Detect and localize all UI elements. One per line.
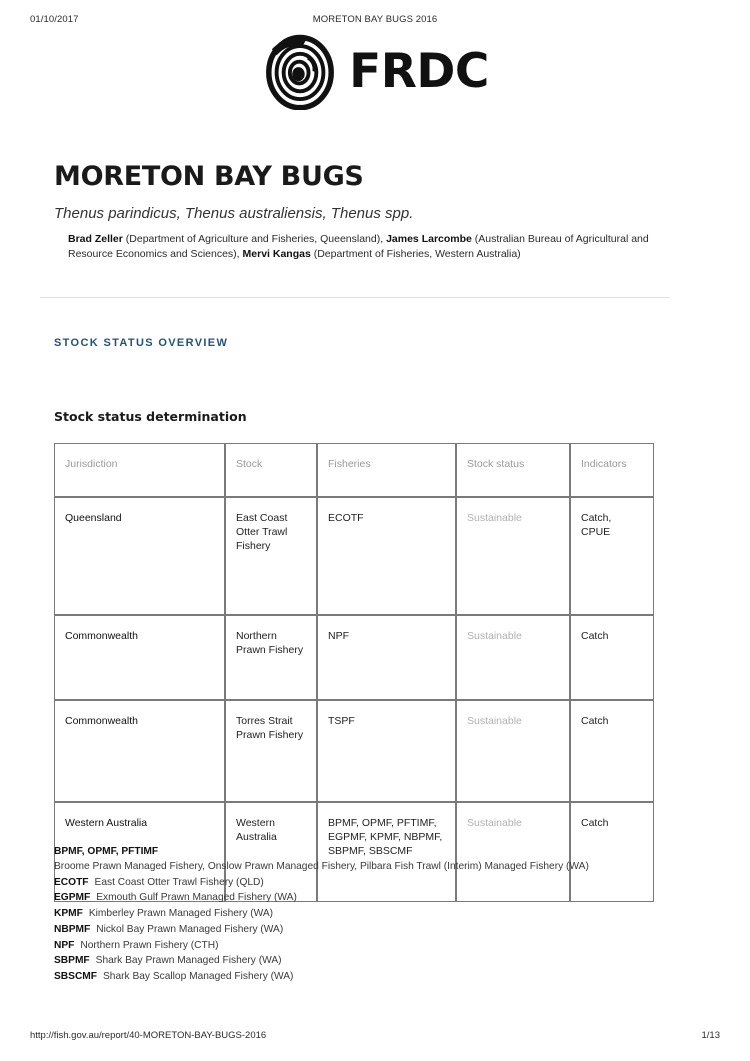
abbreviation-definition: Shark Bay Prawn Managed Fishery (WA): [95, 955, 282, 967]
author-name-1: Brad Zeller: [68, 232, 123, 245]
column-header-jurisdiction: Jurisdiction: [54, 443, 225, 497]
print-footer: [30, 1030, 720, 1044]
print-footer-url: http://fish.gov.au/report/40-MORETON-BAY-BUGS-2016: [30, 1030, 267, 1041]
stock-status-overview-heading: STOCK STATUS OVERVIEW: [54, 337, 229, 349]
abbreviation-item: [54, 876, 669, 891]
abbreviation-definition: Kimberley Prawn Managed Fishery (WA): [88, 908, 274, 920]
abbreviation-key: SBSCMF: [54, 971, 98, 983]
cell-indicators: Catch, CPUE: [570, 497, 654, 615]
abbreviation-definition: Shark Bay Scallop Managed Fishery (WA): [103, 971, 294, 983]
cell-stock-status: Sustainable: [456, 700, 570, 802]
cell-stock: Western Australia: [225, 802, 317, 902]
table-row: [54, 700, 654, 802]
column-header-fisheries: Fisheries: [317, 443, 456, 497]
abbreviation-item: [54, 954, 669, 969]
cell-stock-status: Sustainable: [456, 497, 570, 615]
cell-stock-status: Sustainable: [456, 615, 570, 700]
abbreviation-definition: East Coast Otter Trawl Fishery (QLD): [94, 876, 264, 888]
cell-indicators: Catch: [570, 700, 654, 802]
abbreviation-key: BPMF, OPMF, PFTIMF: [54, 846, 159, 857]
print-header-title: MORETON BAY BUGS 2016: [312, 14, 438, 25]
abbreviation-item: [54, 923, 669, 938]
author-affiliation-3: (Department of Fisheries, Western Australia): [310, 247, 521, 260]
print-header-date: 01/10/2017: [30, 14, 79, 25]
author-affiliation-2: (Australian Bureau of Agricultural and Resource Economics and Sciences),: [68, 232, 649, 260]
author-name-2: James Larcombe: [386, 232, 472, 245]
abbreviation-key: KPMF: [54, 908, 83, 920]
abbreviation-item: [54, 891, 669, 906]
table-row: [54, 615, 654, 700]
abbreviation-definition: Nickol Bay Prawn Managed Fishery (WA): [96, 923, 284, 935]
stock-status-table: [54, 443, 654, 902]
column-header-stock: Stock: [225, 443, 317, 497]
cell-stock: Northern Prawn Fishery: [225, 615, 317, 700]
cell-jurisdiction: Commonwealth: [54, 700, 225, 802]
abbreviation-key: NBPMF: [54, 923, 91, 935]
abbreviation-item: [54, 970, 669, 985]
abbreviation-key: ECOTF: [54, 876, 89, 888]
cell-indicators: Catch: [570, 615, 654, 700]
table-row: [54, 497, 654, 615]
abbreviation-definition: Northern Prawn Fishery (CTH): [80, 939, 219, 951]
print-header: [30, 14, 720, 28]
abbreviation-item: [54, 907, 669, 922]
cell-indicators: Catch: [570, 802, 654, 902]
table-header-row: [54, 443, 654, 497]
column-header-indicators: Indicators: [570, 443, 654, 497]
section-divider: [40, 297, 670, 298]
abbreviation-definition: Broome Prawn Managed Fishery, Onslow Prawn Managed Fishery, Pilbara Fish Trawl (Interim) Managed Fishery (WA): [54, 860, 589, 872]
frdc-logo: [0, 32, 750, 110]
cell-stock: East Coast Otter Trawl Fishery: [225, 497, 317, 615]
page-title: MORETON BAY BUGS: [54, 161, 364, 192]
abbreviation-key: EGPMF: [54, 892, 91, 904]
cell-fisheries: BPMF, OPMF, PFTIMF, EGPMF, KPMF, NBPMF, SBPMF, SBSCMF: [317, 802, 456, 902]
cell-stock-status: Sustainable: [456, 802, 570, 902]
column-header-stock-status: Stock status: [456, 443, 570, 497]
cell-fisheries: TSPF: [317, 700, 456, 802]
author-affiliation-1: (Department of Agriculture and Fisheries, Queensland),: [122, 232, 384, 245]
cell-stock: Torres Strait Prawn Fishery: [225, 700, 317, 802]
abbreviation-item: [54, 845, 669, 875]
frdc-wordmark: FRDC: [349, 43, 489, 99]
frdc-spiral-logo-icon: [261, 32, 339, 110]
abbreviation-legend: [54, 845, 669, 986]
cell-jurisdiction: Western Australia: [54, 802, 225, 902]
cell-jurisdiction: Queensland: [54, 497, 225, 615]
print-footer-page-number: 1/13: [701, 1030, 720, 1041]
cell-fisheries: NPF: [317, 615, 456, 700]
abbreviation-definition: Exmouth Gulf Prawn Managed Fishery (WA): [96, 892, 297, 904]
abbreviation-key: SBPMF: [54, 955, 90, 967]
cell-fisheries: ECOTF: [317, 497, 456, 615]
stock-status-determination-heading: Stock status determination: [54, 409, 247, 424]
authors-line: [68, 232, 658, 262]
title-block: [54, 162, 694, 262]
abbreviation-key: NPF: [54, 939, 75, 951]
species-subtitle: Thenus parindicus, Thenus australiensis, Thenus spp.: [54, 204, 414, 222]
author-name-3: Mervi Kangas: [242, 247, 311, 260]
abbreviation-item: [54, 939, 669, 954]
cell-jurisdiction: Commonwealth: [54, 615, 225, 700]
